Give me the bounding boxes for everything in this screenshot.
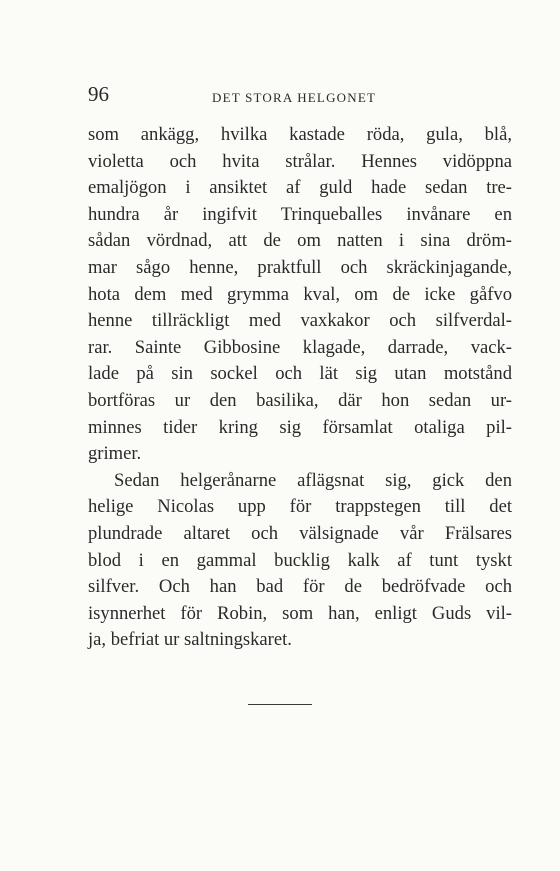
text-line: hota dem med grymma kval, om de icke gåfvo <box>88 283 512 305</box>
text-line: ja, befriat ur saltningskaret. <box>88 629 292 651</box>
page-header <box>88 82 512 112</box>
text-line: Sedan helgerånarne aflägsnat sig, gick den <box>114 469 512 491</box>
section-end-rule <box>248 704 312 705</box>
text-line: sådan vördnad, att de om natten i sina dröm- <box>88 230 512 252</box>
text-line: violetta och hvita strålar. Hennes vidöppna <box>88 150 512 172</box>
text-line: grimer. <box>88 443 142 465</box>
text-line: emaljögon i ansiktet af guld hade sedan tre- <box>88 177 512 199</box>
body-text <box>88 122 512 654</box>
text-line: minnes tider kring sig församlat otaliga pil- <box>88 416 512 438</box>
text-line: bortföras ur den basilika, där hon sedan ur- <box>88 389 512 411</box>
text-line: silfver. Och han bad för de bedröfvade och <box>88 576 512 598</box>
text-line: lade på sin sockel och lät sig utan motstånd <box>88 363 512 385</box>
text-line: helige Nicolas upp för trappstegen till det <box>88 496 512 518</box>
page-number: 96 <box>88 82 109 106</box>
text-line: rar. Sainte Gibbosine klagade, darrade, vack- <box>88 336 512 358</box>
text-line: blod i en gammal bucklig kalk af tunt tyskt <box>88 549 512 571</box>
text-line: plundrade altaret och välsignade vår Frälsares <box>88 522 512 544</box>
running-title: DET STORA HELGONET <box>212 90 377 105</box>
text-line: isynnerhet för Robin, som han, enligt Guds vil- <box>88 602 512 624</box>
text-line: hundra år ingifvit Trinqueballes invånare en <box>88 203 512 225</box>
text-line: som ankägg, hvilka kastade röda, gula, blå, <box>88 124 512 145</box>
text-line: mar sågo henne, praktfull och skräckinjagande, <box>88 256 512 278</box>
text-line: henne tillräckligt med vaxkakor och silfverdal- <box>88 310 512 332</box>
